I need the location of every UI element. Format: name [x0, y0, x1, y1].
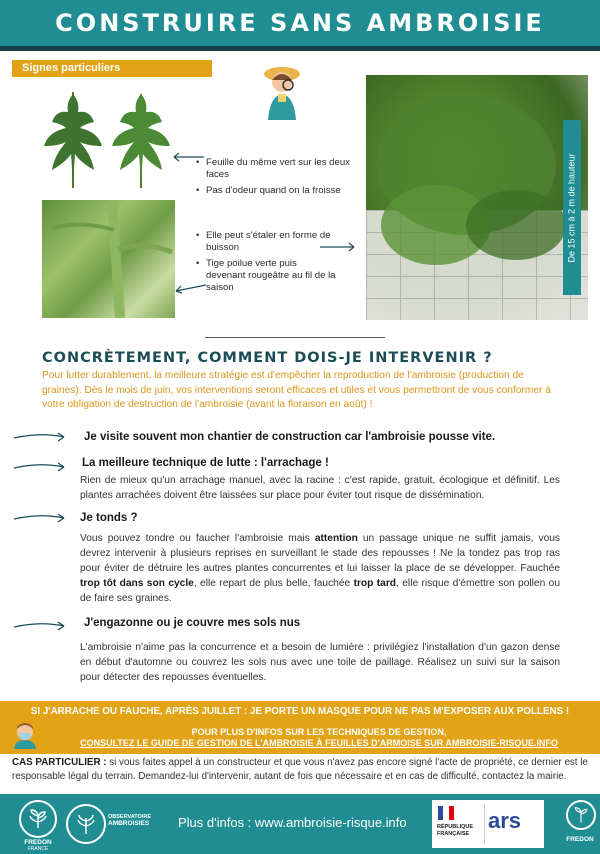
step-engazonne-text: L'ambroisie n'aime pas la concurrence et a besoin de lumière : privilégiez l'installation d'un gazon dense en début d'automne ou couvrez les sols nus avec une toile de paillage. Réalisez un suivi sur la saison pour détecter des repousses éventuelles. [80, 642, 560, 683]
page-title: CONSTRUIRE SANS AMBROISIE [55, 9, 545, 37]
arrow-icon [170, 152, 206, 162]
list-item: • Pas d'odeur quand on la froisse [196, 185, 356, 197]
height-banner [563, 120, 581, 295]
leaf-features-list [196, 157, 356, 201]
step-visit-title: Je visite souvent mon chantier de construction car l'ambroisie pousse vite. [84, 431, 496, 443]
plant-photo [366, 75, 588, 320]
text-run: , elle risque d'émettre son pollen ou de faire ses graines. [80, 578, 560, 604]
header-band [0, 46, 600, 51]
arrow-icon [12, 460, 68, 472]
fredon-sub: FRANCE [27, 846, 49, 852]
leaf-icon [27, 808, 49, 830]
step-engazonne-title: J'engazonne ou je couvre mes sols nus [84, 617, 301, 629]
observatoire-label [108, 814, 151, 827]
ambroisies-text: AMBROISIES [108, 820, 150, 827]
list-item: • Feuille du même vert sur les deux faces [196, 157, 356, 181]
list-item: • Elle peut s'étaler en forme de buisson [196, 230, 336, 254]
observatoire-text: OBSERVATOIRE [108, 814, 151, 820]
alert-banner [0, 701, 600, 754]
stem-photo [42, 200, 175, 318]
plant-icon [74, 812, 98, 836]
list-item: • Tige poilue verte puis devenant rougeâtre au fil de la saison [196, 258, 336, 294]
masked-person-icon [11, 721, 39, 749]
arrow-icon [12, 511, 68, 523]
leaf-illustration-left [38, 82, 108, 190]
text-run-bold: trop tôt dans son cycle [80, 578, 194, 589]
ars-logo: ars [488, 808, 522, 833]
section-title: CONCRÈTEMENT, COMMENT DOIS-JE INTERVENIR ? [42, 350, 493, 366]
text-run-bold: trop tard [353, 578, 397, 589]
footer-website[interactable]: Plus d'infos : www.ambroisie-risque.info [178, 815, 407, 830]
signes-label: Signes particuliers [12, 60, 212, 77]
arrow-icon [172, 282, 208, 294]
text-run-bold: attention [314, 533, 358, 544]
text-run: un passage unique ne suffit jamais, vous devrez intervenir à plusieurs reprises en surveillant le stade des repousses ! Ne la tondez pas trop ras pour éviter de détruire les autres plantes concurrentes et lui laisser la place de se développer. Fauchée [80, 533, 560, 574]
fredon-right-label: FREDON [566, 836, 594, 843]
fredon-right-logo [566, 800, 596, 830]
guide-link[interactable]: CONSULTEZ LE GUIDE DE GESTION DE L'AMBROISIE À FEUILLES D'ARMOISE SUR AMBROISIE-RISQUE.INFO [80, 738, 558, 748]
observatoire-logo [66, 804, 106, 844]
special-case-note [12, 756, 590, 784]
mask-warning: SI J'ARRACHE OU FAUCHE, APRÈS JUILLET : JE PORTE UN MASQUE POUR NE PAS M'EXPOSER AUX POLLENS ! [30, 706, 570, 717]
fredon-name: FREDON [24, 839, 52, 846]
step-tondre-title: Je tonds ? [80, 512, 138, 524]
fredon-france-logo [19, 800, 57, 838]
step-arrachage-text: Rien de mieux qu'un arrachage manuel, avec la racine : c'est rapide, gratuit, écologique et définitif. Les plantes arrachées doivent être laissées sur place pour éviter tout risque de dissémination. [80, 475, 560, 501]
special-case-label: CAS PARTICULIER : [12, 757, 107, 768]
republique-francaise-icon [438, 806, 454, 820]
partner-logos [432, 800, 544, 848]
step-arrachage-title: La meilleure technique de lutte : l'arrachage ! [82, 457, 329, 469]
leaf-icon [572, 806, 590, 824]
arrow-icon [12, 619, 68, 631]
rf-line: FRANÇAISE [437, 830, 470, 837]
fredon-label [14, 839, 62, 852]
republique-label [437, 824, 473, 837]
guide-info [38, 727, 600, 749]
divider [205, 337, 385, 338]
rf-line: RÉPUBLIQUE [437, 824, 474, 830]
text-run: , elle repart de plus belle, fauchée [193, 578, 354, 589]
step-tondre-text [80, 531, 560, 606]
girl-magnifier-illustration [258, 58, 306, 120]
height-label: De 15 cm à 2 m de hauteur [567, 152, 577, 263]
text-run: Vous pouvez tondre ou faucher l'ambroisie mais [80, 533, 315, 544]
logo-separator [484, 804, 485, 844]
page-header [0, 0, 600, 46]
special-case-text: si vous faites appel à un constructeur et que vous n'avez pas encore signé l'acte de propriété, ce dernier est le responsable légal du terrain. Demandez-lui d'intervenir, autant de fois que nécessaire et en cas de difficulté, contactez la mairie. [12, 757, 588, 782]
guide-info-line: POUR PLUS D'INFOS SUR LES TECHNIQUES DE GESTION, [191, 727, 447, 737]
arrow-icon [318, 242, 358, 252]
plant-features-list [196, 230, 336, 298]
arrow-icon [12, 430, 68, 442]
leaf-illustration-right [106, 84, 176, 190]
section-intro: Pour lutter durablement, la meilleure stratégie est d'empêcher la reproduction de l'ambroisie (production de graines). Dès le mois de juin, vos interventions seront efficaces et utiles et vous permettront de vous conformer à votre obligation de destruction de l'ambroisie (avant la floraison en août) ! [42, 370, 551, 410]
